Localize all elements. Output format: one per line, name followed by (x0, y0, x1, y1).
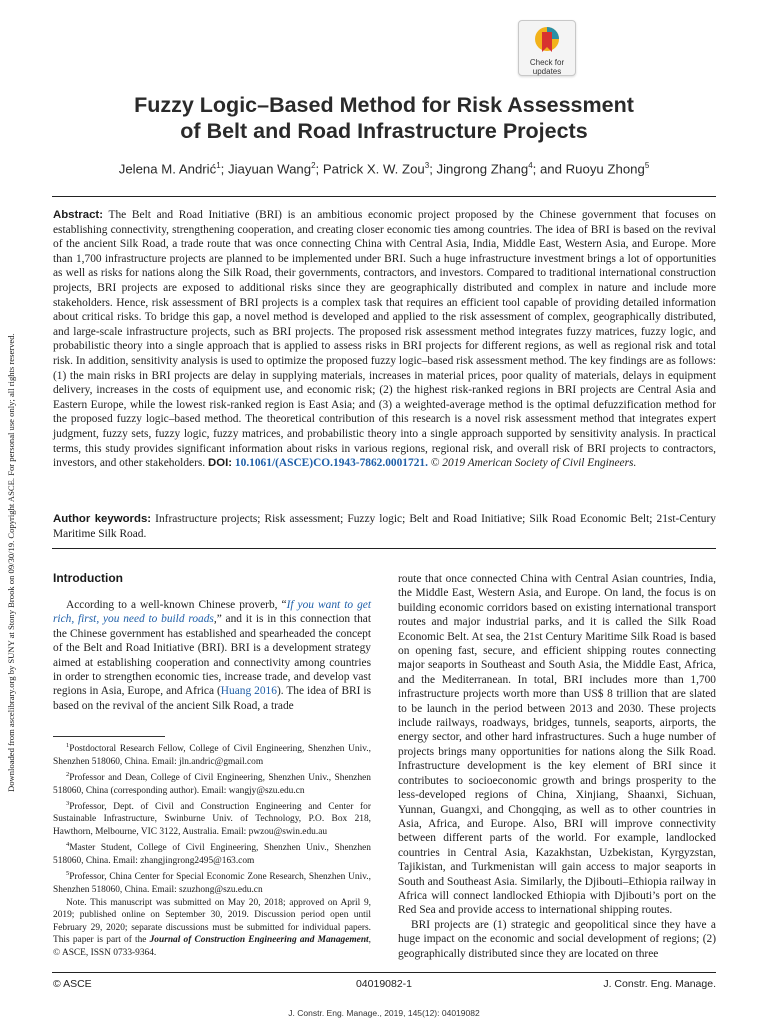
page-citation: J. Constr. Eng. Manage., 2019, 145(12): 04019082 (288, 1008, 480, 1018)
footer-copyright: © ASCE (53, 978, 92, 990)
crossmark-icon (534, 26, 560, 56)
author-affiliation-mark: 2 (311, 161, 316, 170)
abstract-text: The Belt and Road Initiative (BRI) is an ambitious economic project proposed by the Chinese government that focuses on establishing connectivity, strengthening cooperation, and creating closer economic ties among countries. The idea of BRI is based on the revival of the ancient Silk Road, a trade route that was once connecting China with Central Asia, India, Middle East, Western Asia, and Europe. More than 1,700 infrastructure projects are planned to be implemented under BRI. Such a huge infrastructure investment brings a lot of opportunities as well as risks for nations along the Silk Road, their governments, contractors, and investors. Compared to traditional international construction projects, BRI projects are exposed to additional risks since they are geographically distributed and complex in nature and include more stakeholders. Hence, risk assessment of BRI projects is a complex task that requires an efficient tool capable of providing detailed information about critical risks. To bridge this gap, a novel method is developed and applied to the risk assessment of complex, geographically distributed, and large-scale infrastructure projects, such as BRI projects. The proposed risk assessment method integrates fuzzy matrices, fuzzy logic, and probabilistic theory into a single approach that is applied to assess risks in BRI projects for different regions, as well as regional risk and total risk. In addition, sensitivity analysis is used to optimize the proposed fuzzy logic–based risk assessment method. The key findings are as follows: (1) the main risks in BRI projects are delay in supplying materials, increases in material prices, poor quality of materials, delays in equipment delivery, increases in the costs of equipment use, and economic risk; (2) the highest risk-ranked regions in BRI projects are Central Asia and Eastern Europe, while the lowest risk-ranked region is East Asia; and (3) a weighted-average method is the optimal defuzzification method for the proposed fuzzy logic–based method. The theoretical contribution of this research is a novel risk assessment method that integrates expert judgment, fuzzy sets, fuzzy logic, fuzzy matrices, and probabilistic theory into a single approach supported by sensitivity analysis. In practical terms, this study provides significant information about risks in various regions, regional risk, and overall risk of BRI projects to contractors, investors, and other stakeholders. (53, 209, 716, 470)
footnote-mark: 5 (66, 869, 70, 877)
keywords-label: Author keywords: (53, 513, 152, 525)
footnote-text: Postdoctoral Research Fellow, College of Civil Engineering, Shenzhen Univ., Shenzhen 518060, China. Email: jln.andric@gmail.com (53, 744, 371, 767)
abstract-copyright: © 2019 American Society of Civil Engineers. (430, 457, 637, 470)
abstract (53, 208, 716, 471)
header-divider (52, 196, 716, 197)
note-after: , © ASCE, ISSN 0733-9364. (53, 935, 371, 959)
author-list (40, 157, 728, 178)
author-separator: ; and (532, 161, 566, 177)
footnote-divider (53, 736, 165, 737)
footnote (53, 839, 371, 867)
footnote (53, 868, 371, 896)
footer-page-id: 04019082-1 (355, 978, 413, 990)
author-name: Jelena M. Andrić (118, 161, 217, 177)
note-text: Note. This manuscript was submitted on May 20, 2018; approved on April 9, 2019; published online on September 30, 2019. Discussion period open until February 29, 2020; separate discussions must be submitted for individual papers. This paper is part of the (53, 897, 371, 946)
footnote (53, 798, 371, 839)
check-for-updates-badge[interactable] (518, 20, 576, 76)
author-separator: ; (315, 161, 323, 177)
right-column-body (398, 572, 716, 961)
author-affiliation-mark: 1 (216, 161, 221, 170)
author-keywords (53, 512, 716, 541)
journal-name: Journal of Construction Engineering and Management (149, 935, 369, 946)
introduction-body (53, 598, 371, 713)
title-line-2: of Belt and Road Infrastructure Projects (180, 119, 588, 143)
author-name: Ruoyu Zhong (565, 161, 645, 177)
footnote-mark: 3 (66, 799, 70, 807)
footnote-text: Master Student, College of Civil Engineering, Shenzhen Univ., Shenzhen 518060, China. Email: zhangjingrong2495@163.com (53, 843, 371, 866)
author-name: Jingrong Zhang (436, 161, 529, 177)
footnote (53, 740, 371, 768)
body-paragraph: BRI projects are (1) strategic and geopolitical since they have a huge impact on the economic and social development of regions; (2) geographically distributed since they are located on three (398, 918, 716, 960)
abstract-label: Abstract: (53, 209, 104, 221)
footnote-mark: 4 (66, 841, 70, 849)
keywords-text: Infrastructure projects; Risk assessment; Fuzzy logic; Belt and Road Initiative; Silk Road Economic Belt; 21st-Century Maritime Silk Road. (53, 513, 716, 540)
badge-label: Check for updates (529, 58, 565, 76)
author-name: Patrick X. W. Zou (322, 161, 425, 177)
footnote-text: Professor, China Center for Special Economic Zone Research, Shenzhen Univ., Shenzhen 518060, China. Email: szuzhong@szu.edu.cn (53, 871, 371, 895)
author-affiliation-mark: 3 (424, 161, 430, 170)
doi-link[interactable]: 10.1061/(ASCE)CO.1943-7862.0001721. (234, 457, 428, 470)
intro-text: ). The idea of BRI is based on the revival of the ancient Silk Road, a trade (53, 685, 372, 712)
author-affiliation-mark: 5 (644, 161, 650, 170)
introduction-paragraph (53, 598, 371, 713)
intro-text: ,” and it is in this connection that the Chinese government has established and spearheaded the concept of the Belt and Road Initiative (BRI). BRI is a development strategy aimed at establishing cooperation and connectivity among countries in order to strengthen economic ties, increase trade, and develop vast regions in Asia, Europe, and Africa ( (53, 613, 371, 698)
footnotes (53, 740, 371, 960)
author-separator: ; (220, 161, 228, 177)
footnote-text: Professor and Dean, College of Civil Engineering, Shenzhen Univ., Shenzhen 518060, China (corresponding author). Email: wangjy@szu.edu.cn (53, 772, 371, 796)
author-separator: ; (429, 161, 437, 177)
footnote (53, 769, 371, 797)
section-heading-introduction: Introduction (53, 571, 123, 585)
manuscript-note (53, 897, 371, 960)
body-paragraph: route that once connected China with Central Asian countries, India, the Middle East, Western Asia, and Europe. On land, the focus is on building economic corridors based on existing international transport routes and major industrial parks, and it is called the Silk Road Economic Belt. At sea, the 21st Century Maritime Silk Road is based on opening fast, secure, and efficient shipping routes connecting major seaports in Southeast and South Asia, the Middle East, Africa, and the Mediterranean. In total, BRI includes more than 1,700 infrastructure projects worth more than US$ 8 trillion that are slated to be launch in the period between 2013 and 2030. These projects include railways, roadways, bridges, tunnels, seaports, airports, the energy sector, and other hard infrastructures. Such a huge number of projects brings many opportunities for nations along the Silk Road. Infrastructure development is the key element of BRI since it contributes to socioeconomic growth and brings prosperity to the less-developed regions of China, Xinjiang, Shaanxi, Sichuan, Yunnan, Guangxi, and Chongqing, as well as to other countries in Asia, Africa, and Europe. Also, BRI will improve connectivity between different parts of the world. For example, landlocked countries in Central Asia, Kazakhstan, Uzbekistan, Kyrgyzstan, Tajikistan, and Turkmenistan will gain access to major seaports in South and Southeast Asia. Similarly, the Djibouti–Ethiopia railway in Africa will connect landlocked Ethiopia with Djibouti’s port on the Red Sea and provide access to international shipping routes. (398, 573, 716, 917)
footer-divider (52, 972, 716, 973)
paper-title (40, 92, 728, 144)
footnote-mark: 2 (66, 770, 70, 778)
download-notice: Downloaded from ascelibrary.org by SUNY at Stony Brook on 09/30/19. Copyright ASCE. For personal use only; all rights reserved. (6, 333, 16, 792)
footnote-mark: 1 (66, 742, 70, 749)
proverb-quote: If you want to get rich, first, you need to build roads (53, 599, 372, 626)
author-affiliation-mark: 4 (528, 161, 533, 170)
title-line-1: Fuzzy Logic–Based Method for Risk Assessment (134, 93, 634, 117)
author-name: Jiayuan Wang (228, 161, 312, 177)
footer-journal: J. Constr. Eng. Manage. (603, 978, 716, 990)
citation-link[interactable]: Huang 2016 (220, 685, 277, 698)
keywords-divider (52, 548, 716, 549)
doi-label: DOI: (208, 457, 233, 470)
intro-text: According to a well-known Chinese proverb, “ (66, 599, 287, 611)
footnote-text: Professor, Dept. of Civil and Construction Engineering and Center for Sustainable Infrastructure, Swinburne Univ. of Technology, P.O. Box 218, Hawthorn, Melbourne, VIC 3122, Australia. Email: pwzou@swin.edu.au (53, 801, 371, 837)
